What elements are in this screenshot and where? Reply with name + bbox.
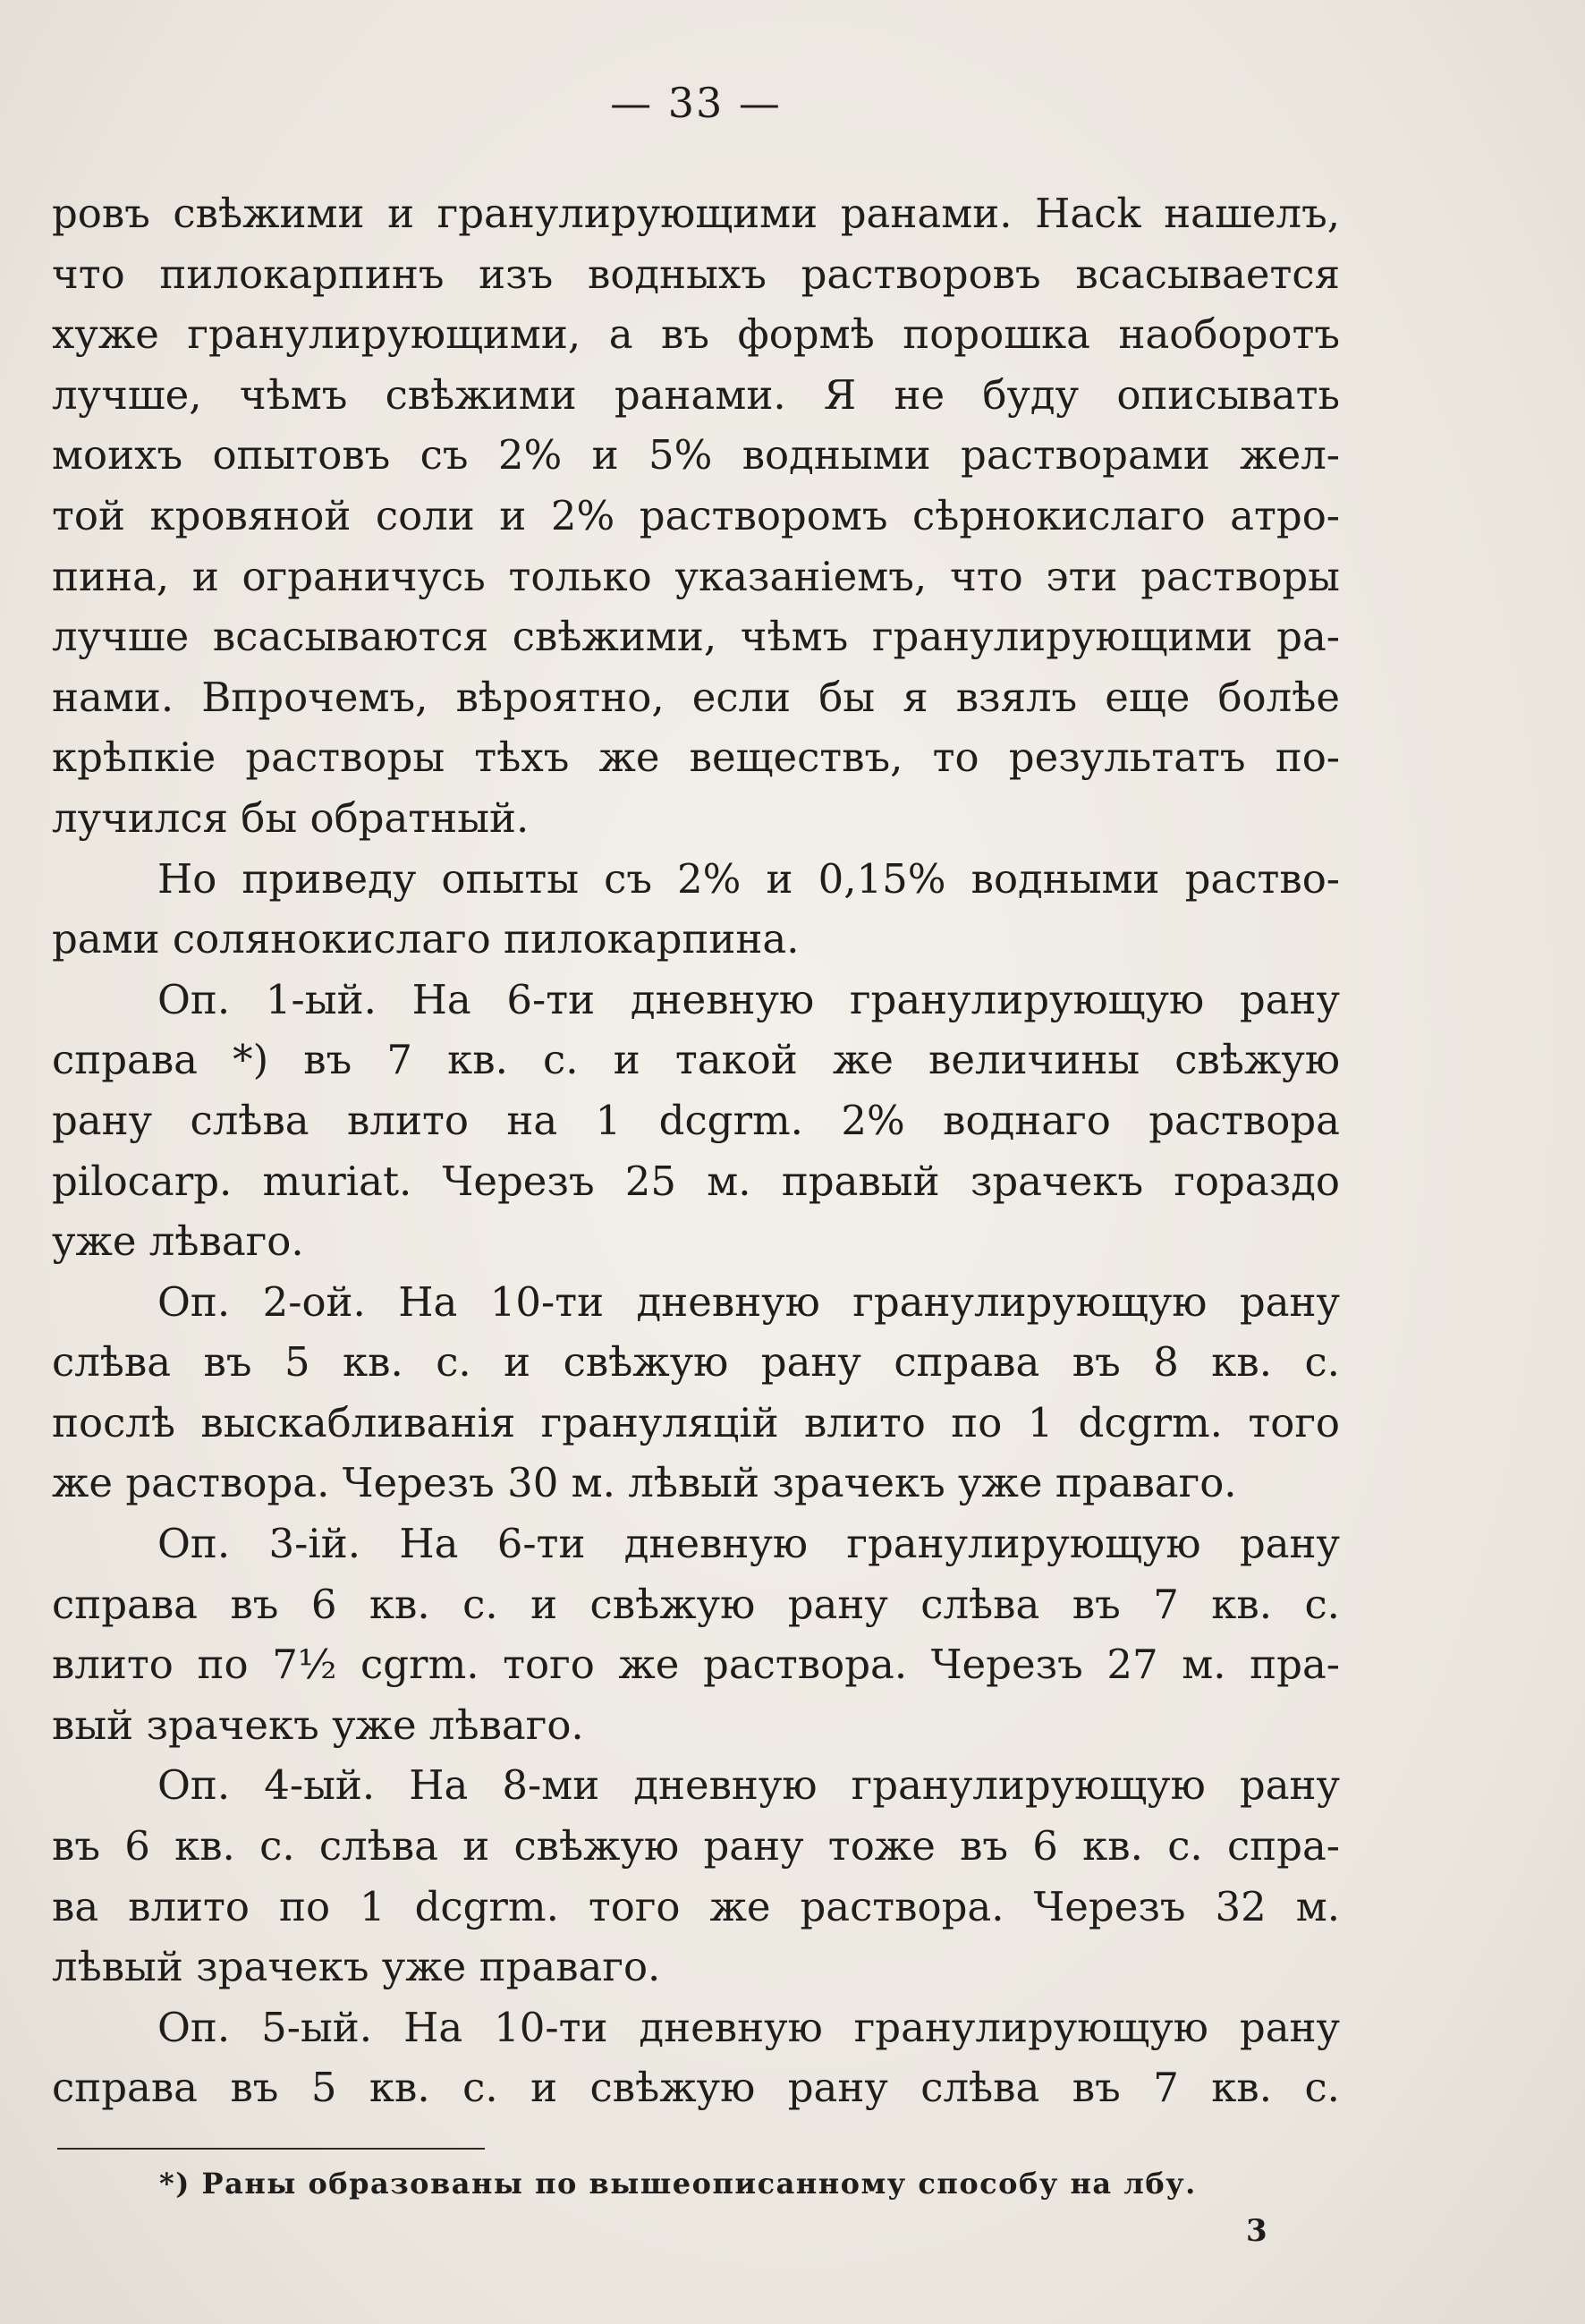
text-line: справа въ 5 кв. с. и свѣжую рану слѣва въ 7 кв. с. [52,2064,1340,2112]
paragraph [52,849,1340,970]
text-line: слѣва въ 5 кв. с. и свѣжую рану справа въ 8 кв. с. [52,1338,1340,1387]
text-line: лучше всасываются свѣжими, чѣмъ гранулирующими ра- [52,613,1340,661]
text-line: Оп. 2-ой. На 10-ти дневную гранулирующую рану [157,1277,1340,1326]
paragraph [52,1755,1340,1997]
paragraph [52,1997,1340,2118]
footnote-divider [57,2148,485,2150]
text-line: уже лѣваго. [52,1217,304,1266]
text-line: лѣвый зрачекъ уже праваго. [52,1943,661,1991]
text-line: нами. Впрочемъ, вѣроятно, если бы я взялъ еще болѣе [52,673,1340,721]
text-line: что пилокарпинъ изъ водныхъ растворовъ всасывается [52,250,1340,298]
text-line: Но приведу опыты съ 2% и 0,15% водными раство- [157,854,1340,903]
printer-signature-mark: 3 [1246,2213,1267,2249]
text-line: рами солянокислаго пилокарпина. [52,915,800,963]
text-line: въ 6 кв. с. слѣва и свѣжую рану тоже въ 6 кв. с. спра- [52,1822,1340,1870]
footnote: *) Раны образованы по вышеописанному способу на лбу. [159,2167,1197,2201]
text-line: же раствора. Черезъ 30 м. лѣвый зрачекъ уже праваго. [52,1459,1237,1507]
text-line: лучился бы обратный. [52,793,530,842]
text-line: послѣ выскабливанія грануляцій влито по 1 dcgrm. того [52,1398,1340,1446]
text-line: рану слѣва влито на 1 dcgrm. 2% воднаго раствора [52,1096,1340,1144]
paragraph [52,970,1340,1272]
text-line: пина, и ограничусь только указаніемъ, что эти растворы [52,552,1340,600]
text-line: справа въ 6 кв. с. и свѣжую рану слѣва въ 7 кв. с. [52,1580,1340,1628]
text-line: ва влито по 1 dcgrm. того же раствора. Черезъ 32 м. [52,1882,1340,1930]
text-line: Оп. 5-ый. На 10-ти дневную гранулирующую рану [157,2003,1340,2051]
text-line: моихъ опытовъ съ 2% и 5% водными растворами жел- [52,431,1340,479]
text-line: лучше, чѣмъ свѣжими ранами. Я не буду описывать [52,370,1340,419]
text-line: крѣпкіе растворы тѣхъ же веществъ, то результатъ по- [52,734,1340,782]
paragraph [52,183,1340,849]
text-line: pilocarp. muriat. Черезъ 25 м. правый зрачекъ гораздо [52,1157,1340,1205]
text-line: влито по 7½ cgrm. того же раствора. Черезъ 27 м. пра- [52,1641,1340,1689]
paragraph [52,1514,1340,1755]
text-line: той кровяной соли и 2% растворомъ сѣрнокислаго атро- [52,491,1340,539]
text-line: Оп. 3-ій. На 6-ти дневную гранулирующую рану [157,1520,1340,1568]
text-line: ровъ свѣжими и гранулирующими ранами. Hack нашелъ, [52,190,1340,237]
text-line: вый зрачекъ уже лѣваго. [52,1701,584,1749]
text-line: Оп. 1-ый. На 6-ти дневную гранулирующую рану [157,975,1340,1023]
text-line: хуже гранулирующими, а въ формѣ порошка наоборотъ [52,310,1340,359]
text-line: справа *) въ 7 кв. с. и такой же величины свѣжую [52,1036,1340,1084]
body-text [52,183,1340,2118]
text-line: Оп. 4-ый. На 8-ми дневную гранулирующую рану [157,1761,1340,1810]
page-number: — 33 — [610,79,782,127]
paragraph [52,1272,1340,1514]
